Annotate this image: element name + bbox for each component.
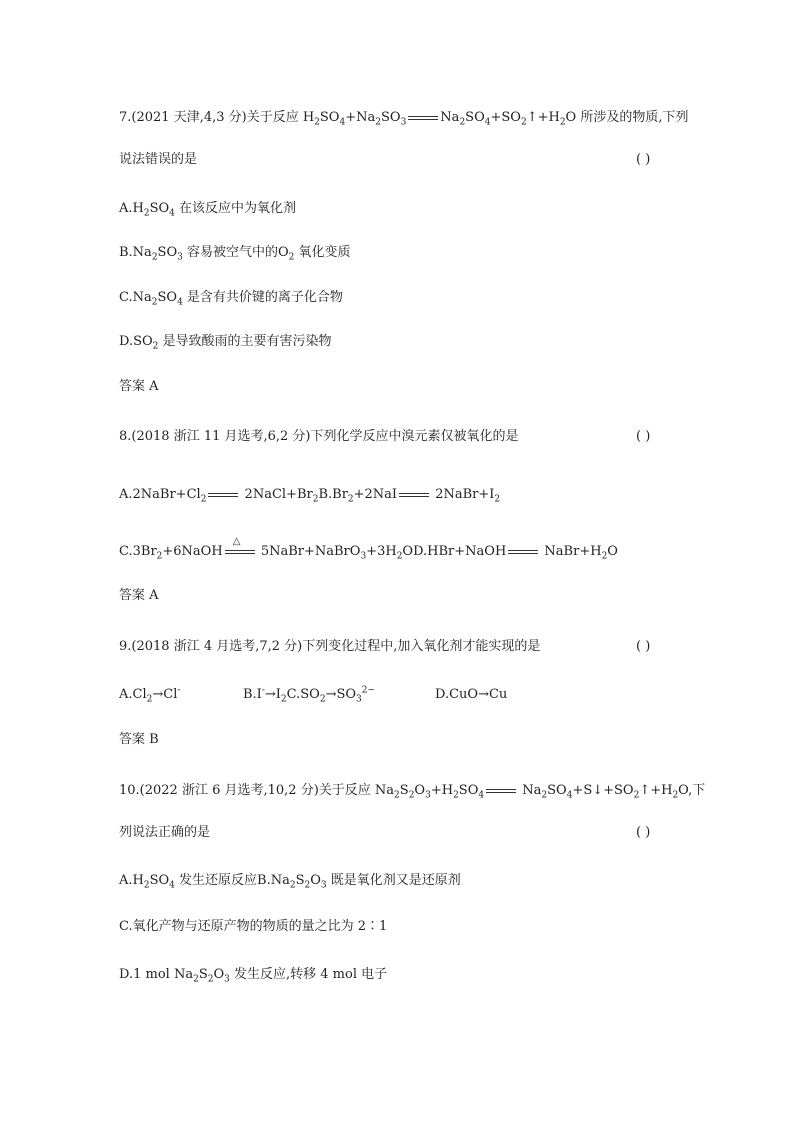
q9-options-bc: $B.I^-\to I_2C.SO_2\to SO_3^{2-}$: [243, 685, 376, 705]
q9-option-a: $A.Cl_2\to Cl^-$: [119, 685, 181, 705]
q7-answer: 答案 A: [119, 379, 159, 394]
q9-answer-paren: ( ): [636, 639, 651, 654]
q10-option-c: C.氧化产物与还原产物的物质的量之比为 2∶1: [119, 919, 388, 934]
q8-answer-paren: ( ): [636, 429, 651, 444]
q9-stem: 9.(2018 浙江 4 月选考,7,2 分)下列变化过程中,加入氧化剂才能实现的是: [119, 639, 541, 654]
q10-answer-paren: ( ): [636, 825, 651, 840]
q7-option-c: $C.Na_2SO_4$ 是含有共价键的离子化合物: [119, 290, 343, 308]
q10-option-d: D.1 mol $Na_2S_2O_3$ 发生反应,转移 4 mol 电子: [119, 967, 388, 985]
q7-answer-paren: ( ): [636, 152, 651, 167]
q8-options-cd: $C.3Br_2+6NaOH$ △ $5NaBr+NaBrO_3+3H_2OD.HBr+NaOH$ $NaBr+H_2O$: [119, 543, 618, 561]
q8-answer: 答案 A: [119, 588, 159, 603]
q8-stem: 8.(2018 浙江 11 月选考,6,2 分)下列化学反应中溴元素仅被氧化的是: [119, 429, 519, 444]
q10-stem: 10.(2022 浙江 6 月选考,10,2 分)关于反应 $Na_2S_2O_3+H_2SO_4$ $Na_2SO_4+S↓+SO_2↑+H_2O$,下: [119, 783, 706, 801]
heat-triangle-icon: △: [232, 535, 241, 547]
q9-answer: 答案 B: [119, 732, 159, 747]
q7-stem: 7.(2021 天津,4,3 分)关于反应 $H_2SO_4+Na_2SO_3$ $Na_2SO_4+SO_2↑+H_2O$ 所涉及的物质,下列: [119, 110, 689, 128]
q7-option-d: $D.SO_2$ 是导致酸雨的主要有害污染物: [119, 334, 332, 352]
q7-option-a: $A.H_2SO_4$ 在该反应中为氧化剂: [119, 201, 297, 219]
q8-options-ab: $A.2NaBr+Cl_2$ $2NaCl+Br_2B.Br_2+2NaI$ $2NaBr+I_2$: [119, 487, 501, 505]
q7-option-b: $B.Na_2SO_3$ 容易被空气中的$O_2$ 氧化变质: [119, 245, 351, 263]
q10-options-ab: $A.H_2SO_4$ 发生还原反应$B.Na_2S_2O_3$ 既是氧化剂又是还原剂: [119, 873, 461, 891]
q10-stem-cont: 列说法正确的是: [119, 825, 211, 840]
q9-option-d: D.CuO→Cu: [435, 687, 508, 702]
q7-stem-cont: 说法错误的是: [119, 152, 198, 167]
